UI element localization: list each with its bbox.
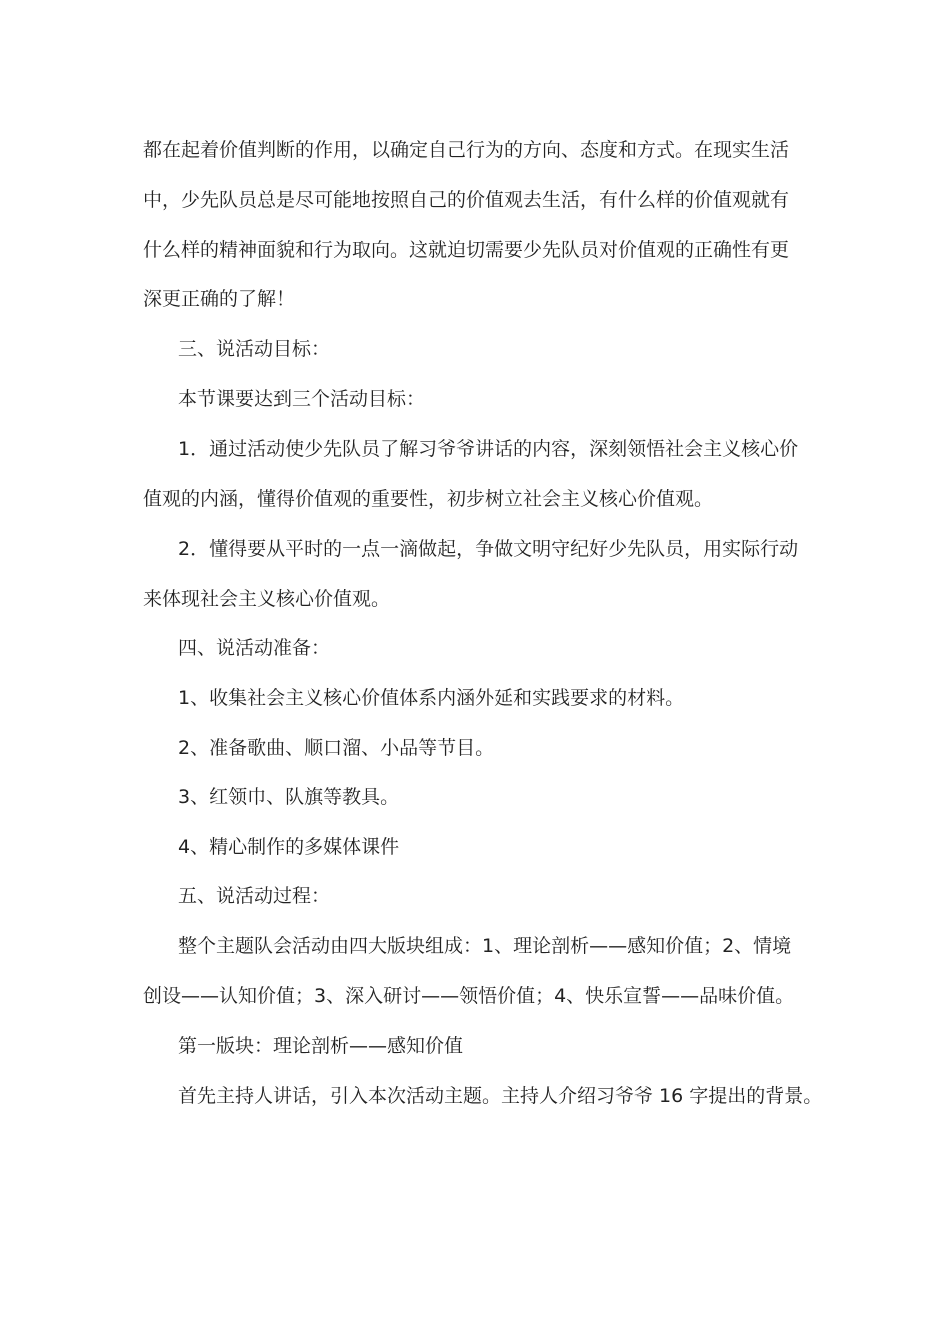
list-item: 2、准备歌曲、顺口溜、小品等节目。 bbox=[178, 737, 495, 759]
paragraph-line: 本节课要达到三个活动目标： bbox=[178, 388, 426, 410]
list-item: 3、红领巾、队旗等教具。 bbox=[178, 786, 400, 808]
section-heading: 五、说活动过程： bbox=[178, 885, 331, 907]
section-heading: 三、说活动目标： bbox=[178, 338, 331, 360]
paragraph-line: 中，少先队员总是尽可能地按照自己的价值观去生活，有什么样的价值观就有 bbox=[143, 189, 790, 211]
list-item-continuation: 值观的内涵，懂得价值观的重要性，初步树立社会主义核心价值观。 bbox=[143, 488, 714, 510]
paragraph-line: 都在起着价值判断的作用，以确定自己行为的方向、态度和方式。在现实生活 bbox=[143, 139, 790, 161]
paragraph-line: 什么样的精神面貌和行为取向。这就迫切需要少先队员对价值观的正确性有更 bbox=[143, 239, 790, 261]
paragraph-line: 首先主持人讲话，引入本次活动主题。主持人介绍习爷爷 16 字提出的背景。 bbox=[178, 1085, 823, 1107]
list-item-continuation: 来体现社会主义核心价值观。 bbox=[143, 588, 391, 610]
list-item: 2．懂得要从平时的一点一滴做起，争做文明守纪好少先队员，用实际行动 bbox=[178, 538, 799, 560]
paragraph-line: 整个主题队会活动由四大版块组成：1、理论剖析——感知价值；2、情境 bbox=[178, 935, 792, 957]
paragraph-line: 深更正确的了解！ bbox=[143, 288, 296, 310]
section-heading: 四、说活动准备： bbox=[178, 637, 331, 659]
paragraph-line: 创设——认知价值；3、深入研讨——领悟价值；4、快乐宣誓——品味价值。 bbox=[143, 985, 795, 1007]
list-item: 1．通过活动使少先队员了解习爷爷讲话的内容，深刻领悟社会主义核心价 bbox=[178, 438, 799, 460]
list-item: 4、精心制作的多媒体课件 bbox=[178, 836, 400, 858]
subsection-heading: 第一版块：理论剖析——感知价值 bbox=[178, 1035, 464, 1057]
list-item: 1、收集社会主义核心价值体系内涵外延和实践要求的材料。 bbox=[178, 687, 685, 709]
